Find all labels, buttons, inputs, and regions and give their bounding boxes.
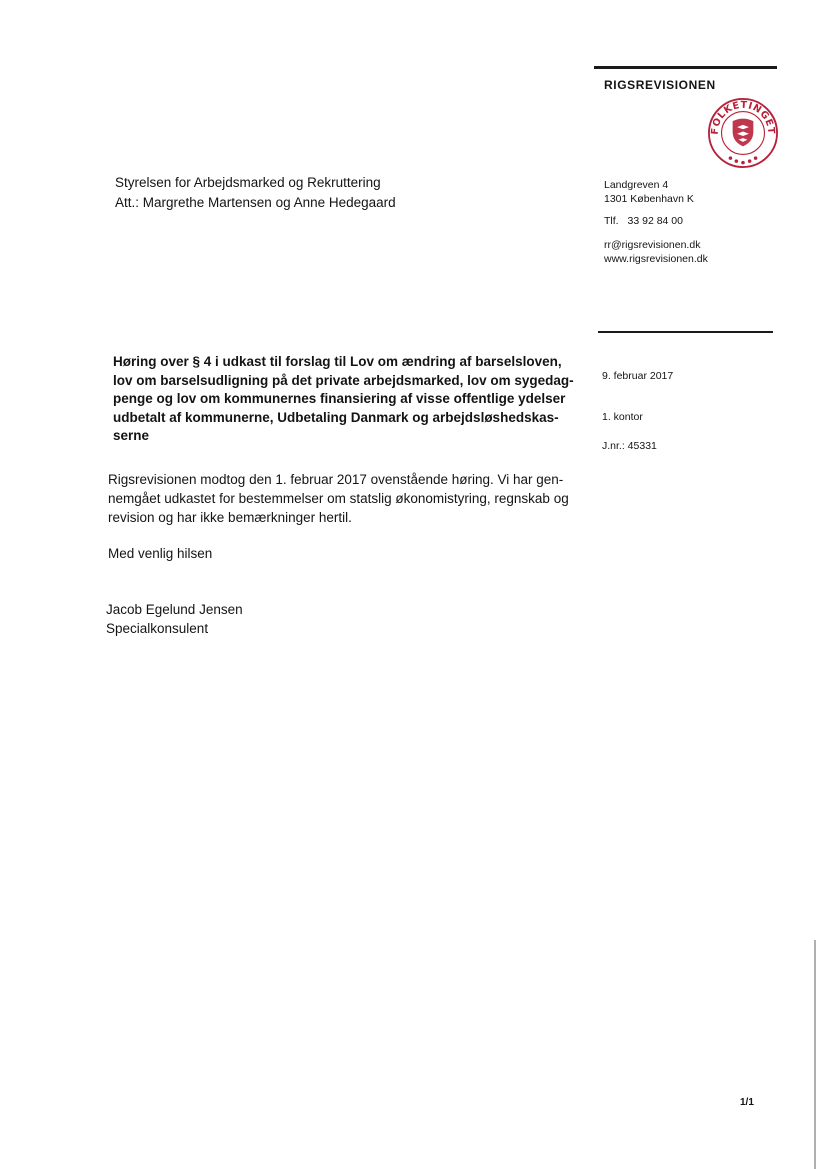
seal-text: FOLKETINGET: [709, 99, 777, 135]
folketinget-seal-graphic: [706, 96, 780, 170]
sender-website[interactable]: www.rigsrevisionen.dk: [604, 253, 708, 265]
letter-body: [108, 470, 578, 527]
recipient-line-2: Att.: Margrethe Martensen og Anne Hedegaard: [115, 195, 396, 210]
subject-line-2: lov om barselsudligning på det private arbejdsmarked, lov om sygedag-: [113, 372, 574, 388]
signatory-title: Specialkonsulent: [106, 621, 209, 636]
letter-office: 1. kontor: [602, 411, 643, 423]
subject-line-3: penge og lov om kommunernes finansiering af visse offentlige ydelser: [113, 391, 566, 406]
signature-block: [106, 600, 576, 638]
scan-edge-shadow: [814, 940, 816, 1169]
sender-contact: [604, 178, 708, 266]
body-line-1: Rigsrevisionen modtog den 1. februar 2017 ovenstående høring. Vi har gen-: [108, 472, 564, 487]
sender-city: 1301 København K: [604, 193, 694, 205]
folketinget-seal-icon: [706, 96, 780, 175]
organization-name: RIGSREVISIONEN: [604, 78, 716, 92]
subject-line-4: udbetalt af kommunerne, Udbetaling Danmark og arbejdsløshedskas-: [113, 409, 559, 425]
sender-phone-label: Tlf.: [604, 215, 619, 227]
sender-email[interactable]: rr@rigsrevisionen.dk: [604, 239, 701, 251]
subject-line-5: serne: [113, 428, 150, 443]
subject-line-1: Høring over § 4 i udkast til forslag til Lov om ændring af barselsloven,: [113, 354, 562, 369]
letterhead-top-rule: [594, 66, 777, 69]
contact-divider-rule: [598, 331, 773, 333]
letter-subject: [113, 353, 583, 446]
closing-greeting: Med venlig hilsen: [108, 546, 213, 561]
letter-date: 9. februar 2017: [602, 370, 674, 382]
sender-phone: 33 92 84 00: [627, 215, 683, 227]
recipient-address: [115, 173, 396, 213]
sender-phone-row: [604, 214, 708, 228]
sender-street: Landgreven 4: [604, 179, 669, 191]
body-line-3: revision og har ikke bemærkninger hertil.: [108, 510, 352, 525]
page-number: 1/1: [740, 1097, 754, 1108]
signatory-name: Jacob Egelund Jensen: [106, 602, 243, 617]
recipient-line-1: Styrelsen for Arbejdsmarked og Rekruttering: [115, 175, 381, 190]
letter-journal-number: J.nr.: 45331: [602, 440, 657, 452]
body-line-2: nemgået udkastet for bestemmelser om statslig økonomistyring, regnskab og: [108, 491, 569, 506]
